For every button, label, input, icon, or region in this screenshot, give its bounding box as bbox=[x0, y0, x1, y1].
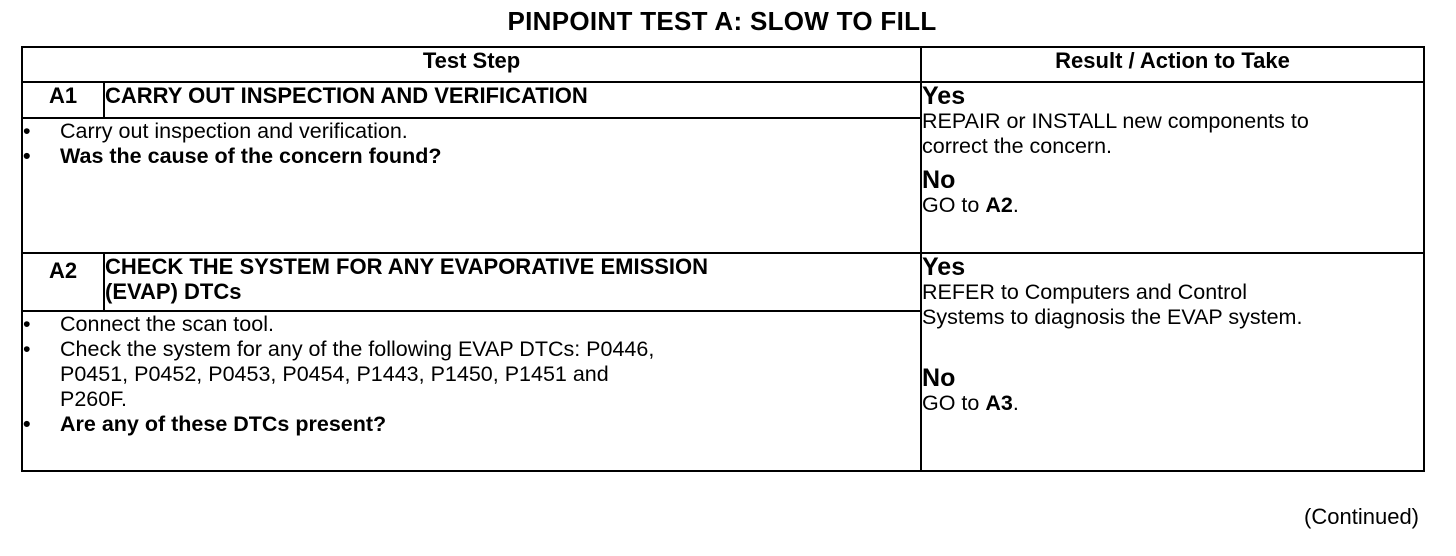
bullet-icon: • bbox=[23, 337, 31, 361]
bullet-icon: • bbox=[23, 312, 31, 336]
goto-target-link: A3 bbox=[985, 391, 1013, 415]
bullet-item-question: • Are any of these DTCs present? bbox=[23, 412, 387, 436]
step-a2-body bbox=[22, 311, 921, 471]
header-test-step: Test Step bbox=[22, 47, 921, 82]
no-label: No bbox=[922, 166, 956, 194]
continued-note: (Continued) bbox=[1304, 504, 1419, 529]
bullet-item: • Carry out inspection and verification. bbox=[23, 119, 408, 143]
step-title-a1: CARRY OUT INSPECTION AND VERIFICATION bbox=[104, 82, 921, 118]
no-label: No bbox=[922, 364, 956, 392]
yes-label: Yes bbox=[922, 253, 966, 281]
yes-action-line: REFER to Computers and Control bbox=[922, 280, 1248, 304]
bullet-icon: • bbox=[23, 412, 31, 436]
yes-action-line: correct the concern. bbox=[922, 134, 1113, 158]
bullet-icon: • bbox=[23, 119, 31, 143]
bullet-item: • Connect the scan tool. bbox=[23, 312, 274, 336]
step-id-a2: A2 bbox=[22, 253, 104, 311]
bullet-item: • Check the system for any of the following EVAP DTCs: P0446, P0451, P0452, P0453, P0454, P1443, P1450, P1451 and P260F. bbox=[23, 337, 655, 411]
header-result-action: Result / Action to Take bbox=[921, 47, 1424, 82]
pinpoint-test-table bbox=[21, 46, 1425, 472]
bullet-item-question: • Was the cause of the concern found? bbox=[23, 144, 442, 168]
step-a2-title-row bbox=[22, 253, 1424, 311]
goto-target-link: A2 bbox=[985, 193, 1013, 217]
yes-label: Yes bbox=[922, 82, 966, 110]
step-id-a1: A1 bbox=[22, 82, 104, 118]
table-header-row bbox=[22, 47, 1424, 82]
step-a1-title-row bbox=[22, 82, 1424, 118]
page-title: PINPOINT TEST A: SLOW TO FILL bbox=[507, 6, 937, 36]
step-a2-result bbox=[921, 253, 1424, 471]
no-action: GO to A3. bbox=[922, 391, 1019, 415]
bullet-icon: • bbox=[23, 144, 31, 168]
step-title-a2: CHECK THE SYSTEM FOR ANY EVAPORATIVE EMISSION (EVAP) DTCs bbox=[104, 253, 921, 311]
yes-action-line: Systems to diagnosis the EVAP system. bbox=[922, 305, 1303, 329]
yes-action-line: REPAIR or INSTALL new components to bbox=[922, 109, 1309, 133]
step-a1-body bbox=[22, 118, 921, 253]
no-action: GO to A2. bbox=[922, 193, 1019, 217]
step-a1-result bbox=[921, 82, 1424, 253]
